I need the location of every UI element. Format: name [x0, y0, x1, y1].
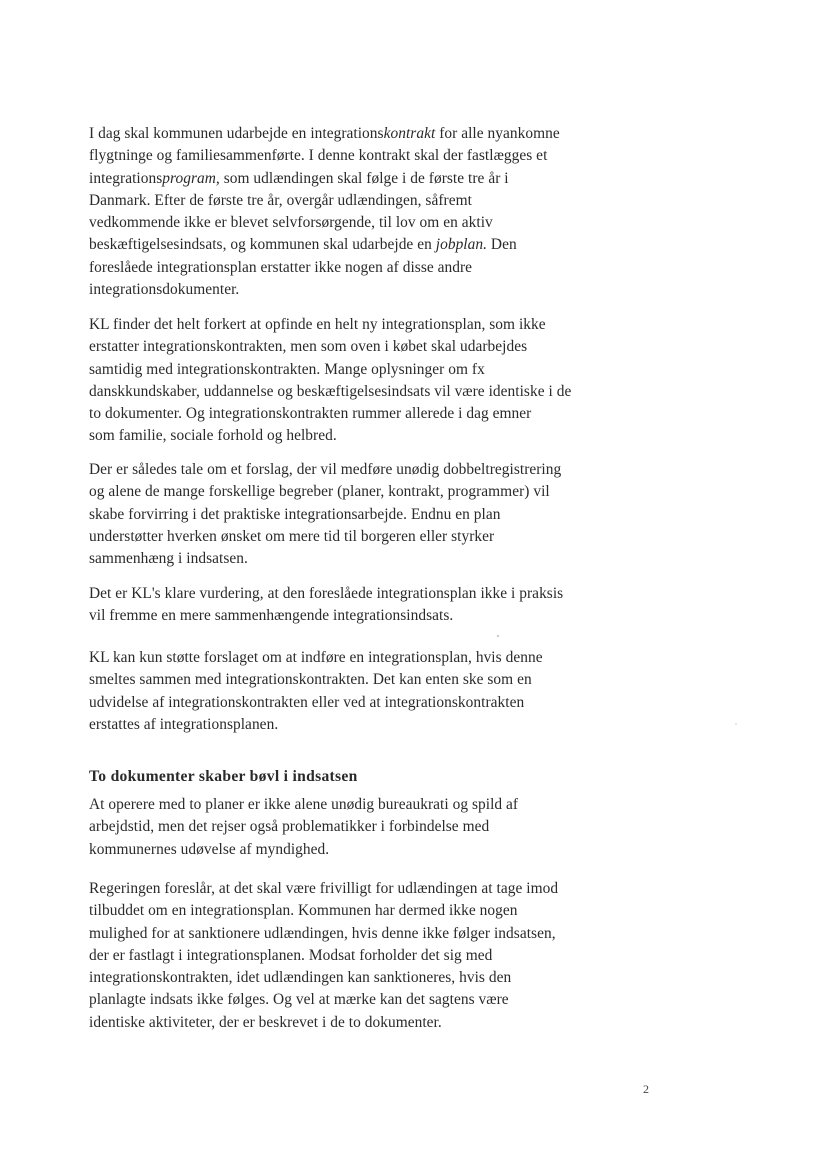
page-number: 2	[643, 1082, 649, 1096]
section-heading: To dokumenter skaber bøvl i indsatsen	[89, 768, 358, 785]
text-line: understøtter hverken ønsket om mere tid til borgeren eller styrker	[89, 527, 495, 545]
text-line: danskkundskaber, uddannelse og beskæftigelsesindsats vil være identiske i de	[89, 382, 572, 400]
text-line	[89, 279, 629, 301]
text-segment: integrations	[89, 169, 163, 187]
text-line	[89, 212, 629, 234]
paragraph-kl-assessment	[89, 583, 629, 628]
italic-term: kontrakt	[383, 125, 436, 142]
text-line: KL finder det helt forkert at opfinde en helt ny integrationsplan, som ikke	[89, 316, 546, 333]
text-segment: Den	[487, 236, 517, 254]
text-line	[89, 168, 629, 190]
paragraph-bureaucracy	[89, 794, 629, 861]
text-line: identiske aktiviteter, der er beskrevet i de to dokumenter.	[89, 1013, 442, 1031]
text-line: erstattes af integrationsplanen.	[89, 715, 279, 733]
text-segment: foreslåede integrationsplan erstatter ikke nogen af disse andre	[89, 258, 473, 276]
paragraph-double-registration	[89, 459, 629, 570]
text-line: kommunernes udøvelse af myndighed.	[89, 840, 330, 858]
text-segment: Danmark. Efter de første tre år, overgår udlændingen, såfremt	[89, 191, 472, 209]
scan-speck	[735, 723, 737, 725]
text-line: Regeringen foreslår, at det skal være frivilligt for udlændingen at tage imod	[89, 880, 559, 897]
text-line: integrationskontrakten, idet udlændingen kan sanktioneres, hvis den	[89, 969, 512, 987]
text-line: mulighed for at sanktionere udlændingen, hvis denne ikke følger indsatsen,	[89, 924, 556, 942]
scan-speck	[497, 635, 499, 637]
text-line	[89, 123, 629, 145]
text-line: Det er KL's klare vurdering, at den foreslåede integrationsplan ikke i praksis	[89, 585, 564, 602]
text-line	[89, 145, 629, 167]
text-line: som familie, sociale forhold og helbred.	[89, 427, 337, 445]
text-line: og alene de mange forskellige begreber (planer, kontrakt, programmer) vil	[89, 483, 550, 501]
paragraph-kl-criticism	[89, 314, 629, 448]
text-segment: beskæftigelsesindsats, og kommunen skal udarbejde en	[89, 236, 436, 254]
text-segment: som udlændingen skal følge i de første tre år i	[219, 169, 509, 187]
text-line: smeltes sammen med integrationskontrakten. Det kan enten ske som en	[89, 671, 532, 689]
paragraph-sanctions	[89, 878, 629, 1034]
italic-term: program,	[162, 169, 220, 187]
text-line: erstatter integrationskontrakten, men som oven i købet skal udarbejdes	[89, 338, 528, 356]
paragraph-kl-support-condition	[89, 647, 629, 736]
text-line: At operere med to planer er ikke alene unødig bureaukrati og spild af	[89, 796, 519, 813]
text-line: planlagte indsats ikke følges. Og vel at mærke kan det sagtens være	[89, 991, 509, 1009]
text-line: Der er således tale om et forslag, der vil medføre unødig dobbeltregistrering	[89, 461, 562, 478]
text-segment: integrationsdokumenter.	[89, 281, 240, 299]
text-line: vil fremme en mere sammenhængende integrationsindsats.	[89, 607, 454, 625]
text-line: samtidig med integrationskontrakten. Mange oplysninger om fx	[89, 360, 485, 378]
text-line	[89, 257, 629, 279]
text-line: skabe forvirring i det praktiske integrationsarbejde. Endnu en plan	[89, 505, 501, 523]
italic-term: jobplan.	[435, 236, 488, 254]
paragraph-integration-contract	[89, 123, 629, 301]
text-segment: for alle nyankomne	[435, 125, 560, 142]
text-line: KL kan kun støtte forslaget om at indføre en integrationsplan, hvis denne	[89, 649, 543, 666]
text-line: arbejdstid, men det rejser også problematikker i forbindelse med	[89, 818, 490, 836]
text-line: der er fastlagt i integrationsplanen. Modsat forholder det sig med	[89, 946, 493, 964]
text-line: sammenhæng i indsatsen.	[89, 550, 248, 568]
text-line	[89, 190, 629, 212]
text-segment: flygtninge og familiesammenførte. I denne kontrakt skal der fastlægges et	[89, 147, 548, 165]
text-line: tilbuddet om en integrationsplan. Kommunen har dermed ikke nogen	[89, 902, 518, 920]
text-line: to dokumenter. Og integrationskontrakten rummer allerede i dag emner	[89, 405, 532, 423]
text-line	[89, 234, 629, 256]
text-line: udvidelse af integrationskontrakten eller ved at integrationskontrakten	[89, 693, 525, 711]
text-segment: I dag skal kommunen udarbejde en integrations	[89, 125, 384, 142]
text-segment: vedkommende ikke er blevet selvforsørgende, til lov om en aktiv	[89, 214, 493, 232]
